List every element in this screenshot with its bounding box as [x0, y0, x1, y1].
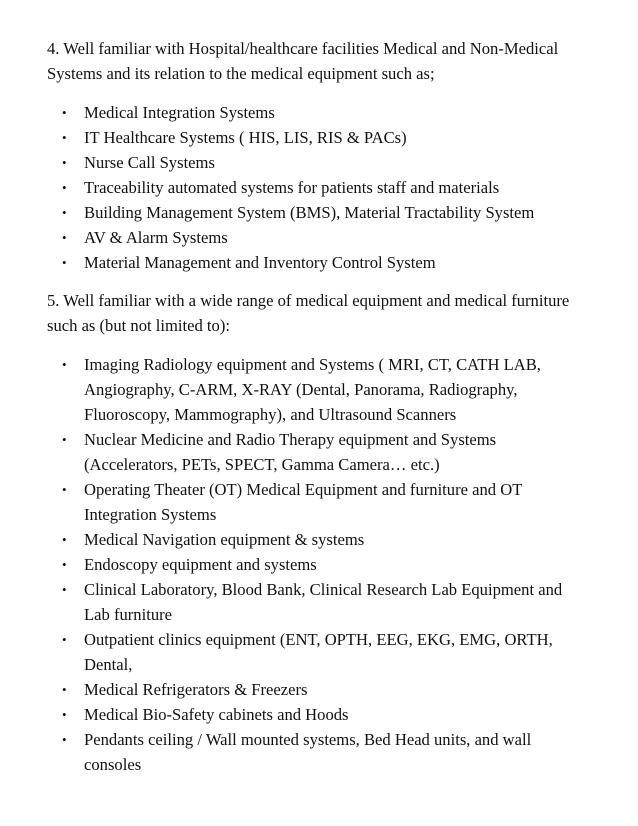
bullet-icon: •	[62, 130, 67, 145]
list-item	[47, 702, 592, 727]
list-item	[47, 627, 592, 677]
bullet-icon: •	[62, 205, 67, 220]
bullet-icon: •	[62, 357, 67, 372]
bullet-icon: •	[62, 180, 67, 195]
list-item-text: Traceability automated systems for patients staff and materials	[84, 178, 500, 197]
list-item-text: AV & Alarm Systems	[84, 228, 228, 247]
list-item-text: Material Management and Inventory Control System	[84, 253, 436, 272]
list-item-text: Medical Integration Systems	[84, 103, 275, 122]
bullet-icon: •	[62, 557, 67, 572]
section-5-list	[47, 352, 592, 777]
list-item-text: Nurse Call Systems	[84, 153, 215, 172]
list-item	[47, 527, 592, 552]
list-item	[47, 727, 592, 777]
bullet-icon: •	[62, 482, 67, 497]
list-item-text: Imaging Radiology equipment and Systems ( MRI, CT, CATH LAB, Angiography, C-ARM, X-RAY (Dental, Panorama, Radiography, Fluoroscopy, Mammography), and Ultrasound Scanners	[84, 355, 541, 424]
list-item	[47, 477, 592, 527]
section-5-intro: 5. Well familiar with a wide range of medical equipment and medical furniture such as (but not limited to):	[47, 291, 570, 335]
list-item	[47, 100, 592, 125]
list-item-text: IT Healthcare Systems ( HIS, LIS, RIS & PACs)	[84, 128, 407, 147]
bullet-icon: •	[62, 707, 67, 722]
list-item	[47, 225, 592, 250]
bullet-icon: •	[62, 255, 67, 270]
list-item-text: Building Management System (BMS), Material Tractability System	[84, 203, 535, 222]
list-item	[47, 250, 592, 275]
bullet-icon: •	[62, 432, 67, 447]
bullet-icon: •	[62, 732, 67, 747]
list-item-text: Nuclear Medicine and Radio Therapy equipment and Systems (Accelerators, PETs, SPECT, Gamma Camera… etc.)	[84, 430, 497, 474]
section-4-list	[47, 100, 592, 275]
bullet-icon: •	[62, 532, 67, 547]
list-item	[47, 175, 592, 200]
list-item-text: Medical Navigation equipment & systems	[84, 530, 365, 549]
list-item	[47, 352, 592, 427]
list-item	[47, 125, 592, 150]
bullet-icon: •	[62, 682, 67, 697]
list-item-text: Medical Refrigerators & Freezers	[84, 680, 308, 699]
list-item-text: Clinical Laboratory, Blood Bank, Clinical Research Lab Equipment and Lab furniture	[84, 580, 563, 624]
section-4-intro: 4. Well familiar with Hospital/healthcare facilities Medical and Non-Medical Systems and its relation to the medical equipment such as;	[47, 39, 559, 83]
list-item-text: Medical Bio-Safety cabinets and Hoods	[84, 705, 349, 724]
list-item-text: Pendants ceiling / Wall mounted systems, Bed Head units, and wall consoles	[84, 730, 532, 774]
list-item	[47, 677, 592, 702]
list-item	[47, 200, 592, 225]
list-item-text: Outpatient clinics equipment (ENT, OPTH, EEG, EKG, EMG, ORTH, Dental,	[84, 630, 553, 674]
bullet-icon: •	[62, 155, 67, 170]
bullet-icon: •	[62, 582, 67, 597]
bullet-icon: •	[62, 105, 67, 120]
list-item	[47, 552, 592, 577]
bullet-icon: •	[62, 632, 67, 647]
list-item	[47, 150, 592, 175]
list-item	[47, 427, 592, 477]
list-item-text: Operating Theater (OT) Medical Equipment and furniture and OT Integration Systems	[84, 480, 523, 524]
list-item-text: Endoscopy equipment and systems	[84, 555, 317, 574]
list-item	[47, 577, 592, 627]
document-page	[47, 36, 592, 777]
bullet-icon: •	[62, 230, 67, 245]
